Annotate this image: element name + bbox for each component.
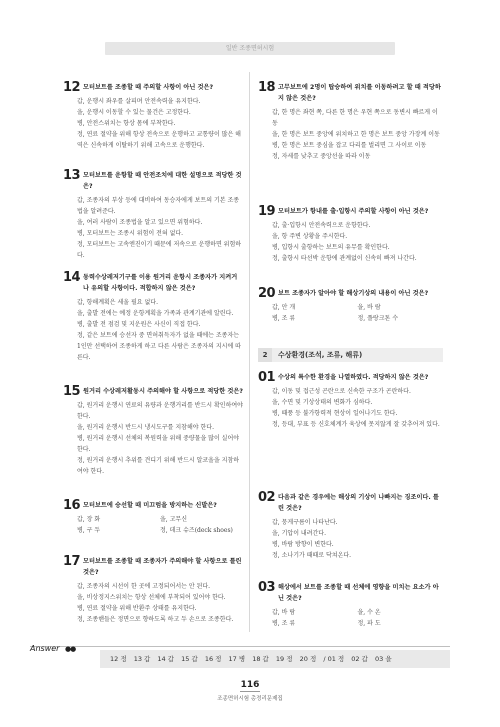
option: 을, 수 온: [357, 609, 381, 616]
question-options: [272, 302, 443, 324]
answer-key: [30, 644, 450, 668]
question-options: [272, 607, 443, 629]
question-options: [77, 297, 243, 363]
header-bar: [105, 42, 395, 55]
option: 을, 여러 사람이 조종법을 알고 있으면 위험하다.: [77, 219, 203, 226]
option: 병, 원거리 운행시 선체의 복원력을 위해 중량물을 많이 실어야 한다.: [77, 435, 240, 453]
question-03: [258, 582, 443, 629]
question-20: [258, 288, 443, 324]
question-number: 19: [258, 204, 276, 219]
answer-item: 12 정: [110, 655, 127, 663]
option: 을, 한 명은 보트 중앙에 위치하고 한 명은 보트 중앙 가장계 이동: [272, 131, 440, 138]
question-15: [63, 386, 243, 477]
option: 병, 연료 절약을 위해 반환주 상태를 유지한다.: [77, 605, 197, 612]
option: 정, 연료 절약을 위해 항상 전속으로 운행하고 교통량이 많은 해역은 신속하게 이탈하기 위해 고속으로 운행한다.: [77, 131, 241, 149]
option: 을, 바 람: [357, 304, 381, 311]
column-divider: [249, 72, 250, 632]
question-12: [63, 82, 243, 151]
question-number: 14: [63, 270, 81, 285]
answer-label: Answer: [30, 644, 60, 653]
question-number: 01: [258, 370, 276, 385]
option: 을, 출발 전에는 예정 운항계획을 가족과 관계기관에 알린다.: [77, 310, 234, 317]
answer-item: 02 갑: [351, 655, 368, 663]
question-text: 해상에서 보트를 조종할 때 선체에 영향을 미치는 요소가 아닌 것은?: [278, 584, 439, 602]
question-options: [77, 514, 243, 536]
question-01: [258, 372, 443, 430]
question-number: 18: [258, 80, 276, 95]
option: 병, 한 명은 보트 중심을 잡고 다리를 벌리면 그 사이로 이동: [272, 142, 427, 149]
option: 갑, 안 개: [272, 304, 296, 311]
option: 정, 출항시 타선박 운항에 관계없이 신속히 빠져 나간다.: [272, 255, 417, 262]
question-text: 수상의 특수한 환경을 나열하였다. 적당하지 않은 것은?: [278, 374, 429, 381]
option: 정, 데크 슈즈(deck shoes): [160, 527, 233, 534]
option: 갑, 뭉게구름이 나타난다.: [272, 519, 338, 526]
question-options: [272, 386, 443, 430]
question-number: 02: [258, 490, 276, 505]
option: 병, 바람 방향이 변한다.: [272, 541, 334, 548]
answer-list: [110, 650, 397, 668]
option: 갑, 원거리 운행시 연료의 유량과 운행거리를 반드시 확인하여야 한다.: [77, 402, 243, 420]
question-number: 12: [63, 80, 81, 95]
answer-item: / 01 정: [323, 655, 345, 663]
option: 갑, 바 람: [272, 609, 296, 616]
question-17: [63, 556, 243, 625]
option: 병, 출발 전 점검 및 지운원은 사신이 직접 한다.: [77, 321, 201, 328]
answer-item: 17 병: [228, 655, 246, 663]
header-title: 일반 조종면허시험: [225, 45, 275, 52]
option: 을, 고무신: [160, 516, 187, 523]
question-19: [258, 206, 443, 264]
option: 정, 플랑크톤 수: [357, 315, 398, 322]
option: 을, 항 주변 상황을 주시한다.: [272, 233, 348, 240]
option: 병, 때풍 등 불가항력적 현상이 일어나기도 한다.: [272, 410, 398, 417]
question-options: [272, 220, 443, 264]
option: 정, 자세를 낮추고 중앙선을 따라 이동: [272, 153, 371, 160]
option: 을, 운행시 이동할 수 있는 물건은 고정한다.: [77, 109, 191, 116]
option: 을, 비상정지스위치는 항상 선체에 부착되어 있어야 한다.: [77, 594, 226, 601]
option: 정, 조종핸들은 정면으로 향하도록 하고 두 손으로 조종한다.: [77, 616, 234, 623]
option: 을, 원거리 운행시 반드시 냉시도구를 지참해야 한다.: [77, 424, 214, 431]
option: 정, 소나기가 때때로 닥쳐온다.: [272, 552, 352, 559]
question-14: [63, 272, 243, 363]
question-text: 모터보트에 승선할 때 미끄럼을 방지하는 신발은?: [83, 502, 217, 509]
question-number: 17: [63, 554, 81, 569]
option: 병, 입항시 출항하는 보트의 유무를 확인한다.: [272, 244, 390, 251]
option: 정, 등대, 부표 등 신호체계가 육상에 못지않게 잘 갖추어져 있다.: [272, 421, 440, 428]
question-options: [272, 517, 443, 561]
option: 병, 안전스위치는 항상 몸에 부착한다.: [77, 120, 176, 127]
page-header: [0, 0, 500, 56]
option: 정, 같은 보트에 승선자 중 면허취득자가 없을 때에는 조종자는 1인만 선택하여 조종하게 하고 다른 사람은 조종자의 지시에 따른다.: [77, 332, 241, 361]
question-18: [258, 82, 443, 162]
question-text: 모터보트를 조종할 때 조종자가 주의해야 할 사항으로 틀린 것은?: [83, 558, 242, 576]
section-title: 수상환경(조석, 조류, 해류): [278, 351, 363, 359]
option: 정, 파 도: [357, 620, 381, 627]
question-number: 20: [258, 286, 276, 301]
option: 갑, 출·입항시 안전속력으로 운항한다.: [272, 222, 371, 229]
option: 갑, 조종자의 시선이 한 곳에 고정되어서는 안 된다.: [77, 583, 211, 590]
answer-separator: [30, 646, 450, 647]
footer-subtitle: 조종면허시험 총정리문제집: [217, 696, 283, 702]
option: 병, 조 류: [272, 620, 296, 627]
answer-item: 15 갑: [181, 655, 198, 663]
question-options: [77, 581, 243, 625]
option: 정, 원거리 운행시 추위를 견디기 위해 반드시 알코올을 지참하여야 한다.: [77, 457, 240, 475]
answer-item: 18 갑: [252, 655, 269, 663]
answer-item: 19 정: [275, 655, 293, 663]
question-text: 보트 조종자가 알아야 할 해상기상의 내용이 아닌 것은?: [278, 290, 429, 297]
question-13: [63, 170, 243, 261]
question-options: [77, 195, 243, 261]
question-number: 15: [63, 384, 81, 399]
option: 갑, 장 화: [77, 516, 101, 523]
question-02: [258, 492, 443, 561]
question-options: [77, 96, 243, 151]
question-text: 모터보트를 조종할 때 주의할 사항이 아닌 것은?: [83, 84, 214, 91]
footer-divider: [240, 691, 260, 692]
option: 병, 구 두: [77, 527, 101, 534]
question-options: [272, 107, 443, 162]
answer-item: 13 갑: [133, 655, 151, 663]
option: 을, 수면 및 기상상태의 변화가 심하다.: [272, 399, 373, 406]
page-number: 116: [240, 680, 260, 690]
option: 병, 조 류: [272, 315, 296, 322]
section-number: 2: [258, 348, 272, 362]
answer-item: 16 정: [204, 655, 222, 663]
question-text: 고무보트에 2명이 탑승하여 위치를 이동하려고 할 때 적당하지 않은 것은?: [278, 84, 441, 102]
option: 갑, 조종자의 부상 등에 대비하여 동승자에게 보트의 기본 조종법을 알려준다.: [77, 197, 240, 215]
option: 정, 모터보트는 고속엔진이기 때문에 저속으로 운행하면 위험하다.: [77, 241, 242, 259]
question-text: 동력수상레저기구를 이용 원거리 운항시 조종자가 지켜거나 유의할 사항이다. 적합하지 않은 것은?: [83, 274, 238, 292]
question-options: [77, 400, 243, 477]
question-number: 03: [258, 580, 276, 595]
answer-item: 14 갑: [157, 655, 175, 663]
question-text: 다음과 같은 경우에는 해상의 기상이 나빠지는 징조이다. 틀린 것은?: [278, 494, 439, 512]
question-number: 13: [63, 168, 81, 183]
answer-dots-icon: ●●: [65, 645, 76, 653]
answer-item: 20 정: [299, 655, 317, 663]
question-16: [63, 500, 243, 536]
option: 갑, 한 명은 좌현 쪽, 다른 한 명은 우현 쪽으로 동변시 빠르게 이동: [272, 109, 438, 127]
option: 병, 모터보트는 조종시 위험이 전혀 없다.: [77, 230, 184, 237]
answer-item: 03 을: [374, 655, 392, 663]
question-number: 16: [63, 498, 81, 513]
option: 갑, 운행시 좌우를 살피며 안전속력을 유지한다.: [77, 98, 201, 105]
question-text: 원거리 수상레저활동시 주의해야 할 사항으로 적당한 것은?: [83, 388, 243, 395]
question-text: 모터보트가 항내를 출·입항시 주의할 사항이 아닌 것은?: [278, 208, 429, 215]
option: 갑, 이동 및 접근성 곤란으로 신속한 구조가 곤란하다.: [272, 388, 411, 395]
option: 갑, 항해계획은 세울 필요 없다.: [77, 299, 158, 306]
option: 을, 기압이 내려간다.: [272, 530, 326, 537]
section-header: [258, 348, 443, 362]
question-text: 모터보트를 운항할 때 안전조치에 대한 설명으로 적당한 것은?: [83, 172, 242, 190]
